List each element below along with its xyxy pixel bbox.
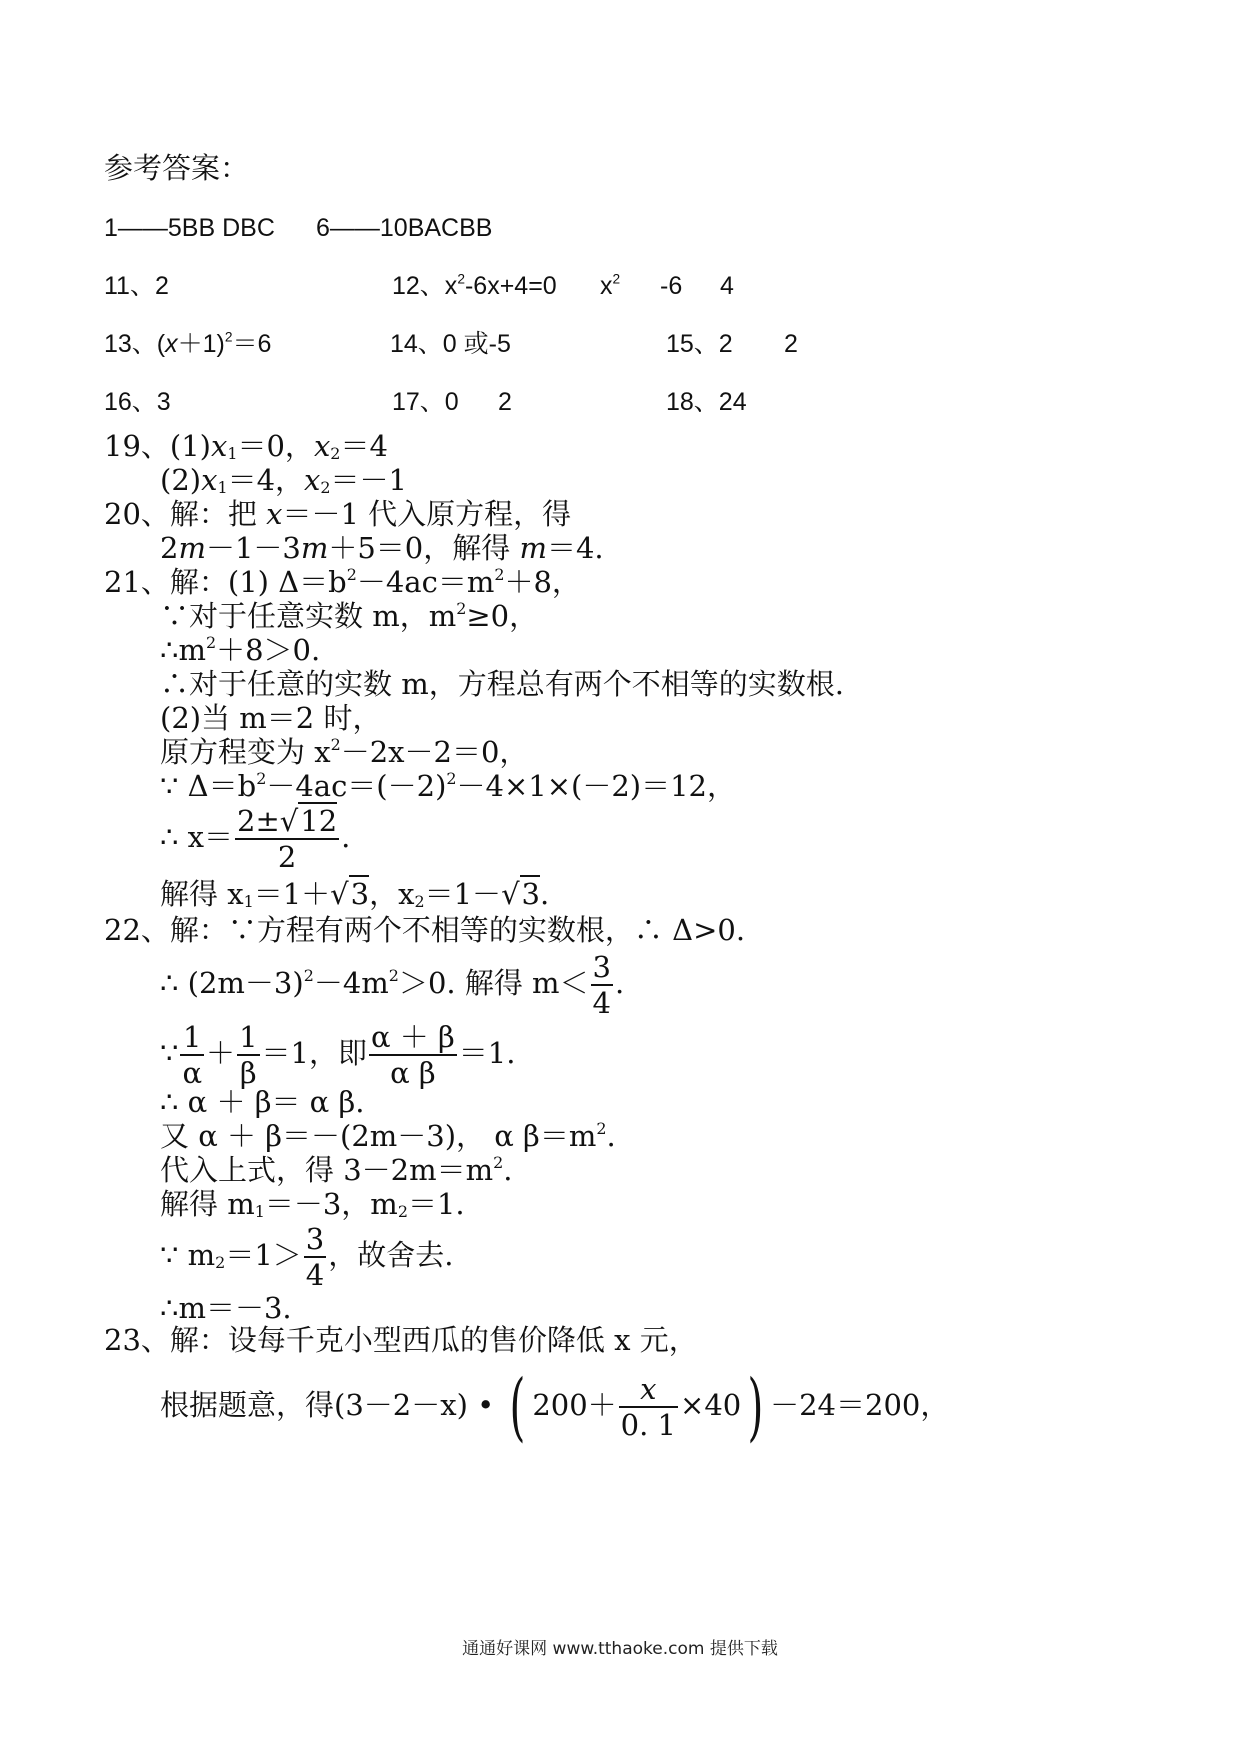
- q21-line-5: (2)当 m＝2 时，: [160, 701, 382, 735]
- page-title: 参考答案：: [104, 151, 250, 185]
- q22-line-3: ∵ $\frac{1}{\alpha}$ ＋ $\frac{1}{\beta}$ ＝1，即 $\frac{\alpha + \beta}{\text{α β}}$ ＝1.: [160, 1020, 516, 1090]
- answer-18: 18、24: [666, 388, 747, 416]
- q21-line-3: $\therefore m^2+8>0$.: [160, 633, 321, 667]
- answer-12: 12、$x^2-6x+4=0$: [392, 271, 557, 300]
- q21-line-2: ∵对于任意实数 m，$m^2\ge 0$，: [160, 599, 539, 633]
- q22-line-9: ∴m＝－3.: [160, 1291, 292, 1325]
- q22-line-5: 又 α ＋ β＝－(2m－3)， α $\beta=m^2$.: [160, 1119, 616, 1153]
- answer-12-b: -6: [660, 272, 683, 300]
- answer-14: 14、0 或-5: [390, 330, 511, 358]
- q21-line-1: 21、解：(1) $\Delta=b^2-4ac=m^2+8$，: [104, 565, 581, 599]
- q23-line-1: 23、解：设每千克小型西瓜的售价降低 x 元，: [104, 1323, 698, 1357]
- q20-line-1: 20、解：把 x＝－1 代入原方程，得: [104, 497, 572, 531]
- answer-13: 13、$(x+1)^2=6$: [104, 329, 272, 358]
- q20-line-2: 2m－1－3m＋5＝0，解得 m＝4.: [160, 531, 604, 565]
- answer-11: 11、2: [104, 272, 169, 300]
- q21-line-4: ∴对于任意的实数 m，方程总有两个不相等的实数根.: [160, 667, 844, 701]
- q22-line-4: ∴ α ＋ β＝ α β.: [160, 1085, 365, 1119]
- answer-17: 17、0: [392, 388, 459, 416]
- q22-line-2: ∴ $(2m-3)^2-4m^2>0$. 解得 m＜ $\frac{3}{4}$ .: [160, 950, 625, 1020]
- answer-16: 16、3: [104, 388, 171, 416]
- q21-line-6: 原方程变为 $x^2-2x-2=0$，: [160, 735, 529, 769]
- answer-15-b: 2: [784, 330, 798, 358]
- q23-line-2: 根据题意，得(3－2－x) • ( 200＋ $\frac{x}{0. 1}$ ×40) －24＝200，: [160, 1364, 950, 1450]
- q21-line-8: ∴ x＝ $\frac{2\pm√12}{2}$ .: [160, 804, 351, 874]
- q22-line-1: 22、解：∵方程有两个不相等的实数根，∴ Δ>0.: [104, 913, 746, 947]
- answer-12-c: 4: [720, 272, 734, 300]
- q21-fraction: $\frac{2\pm√12}{2}$: [237, 804, 338, 874]
- q22-line-8: ∵ $m_2=1>$ $\frac{3}{4}$ ，故舍去.: [160, 1222, 454, 1292]
- answer-17-b: 2: [498, 388, 512, 416]
- q19-line-2: $(2)x_1=4$，$x_2=-1$: [160, 463, 407, 498]
- q21-line-9: 解得 $x_1=1+√3$，$x_2=1-√3$.: [160, 877, 550, 912]
- q22-line-7: 解得 $m_1=-3$，$m_2=1$.: [160, 1187, 465, 1222]
- q21-line-7: ∵ $\Delta=b^2-4ac=(-2)^2-4\times 1\times(-2)=12$，: [160, 769, 737, 803]
- mc-answers-1-5: 1——5BB DBC: [104, 214, 275, 242]
- footer-credit: 通通好课网 www.tthaoke.com 提供下载: [462, 1639, 778, 1659]
- answer-15: 15、2: [666, 330, 733, 358]
- answer-12-a: $x^2$: [600, 271, 621, 300]
- mc-answers-6-10: 6——10BACBB: [316, 214, 493, 242]
- q19-line-1: 19、$(1)x_1=0$，$x_2=4$: [104, 429, 388, 464]
- q22-line-6: 代入上式，得 $3-2m=m^2$.: [160, 1153, 513, 1187]
